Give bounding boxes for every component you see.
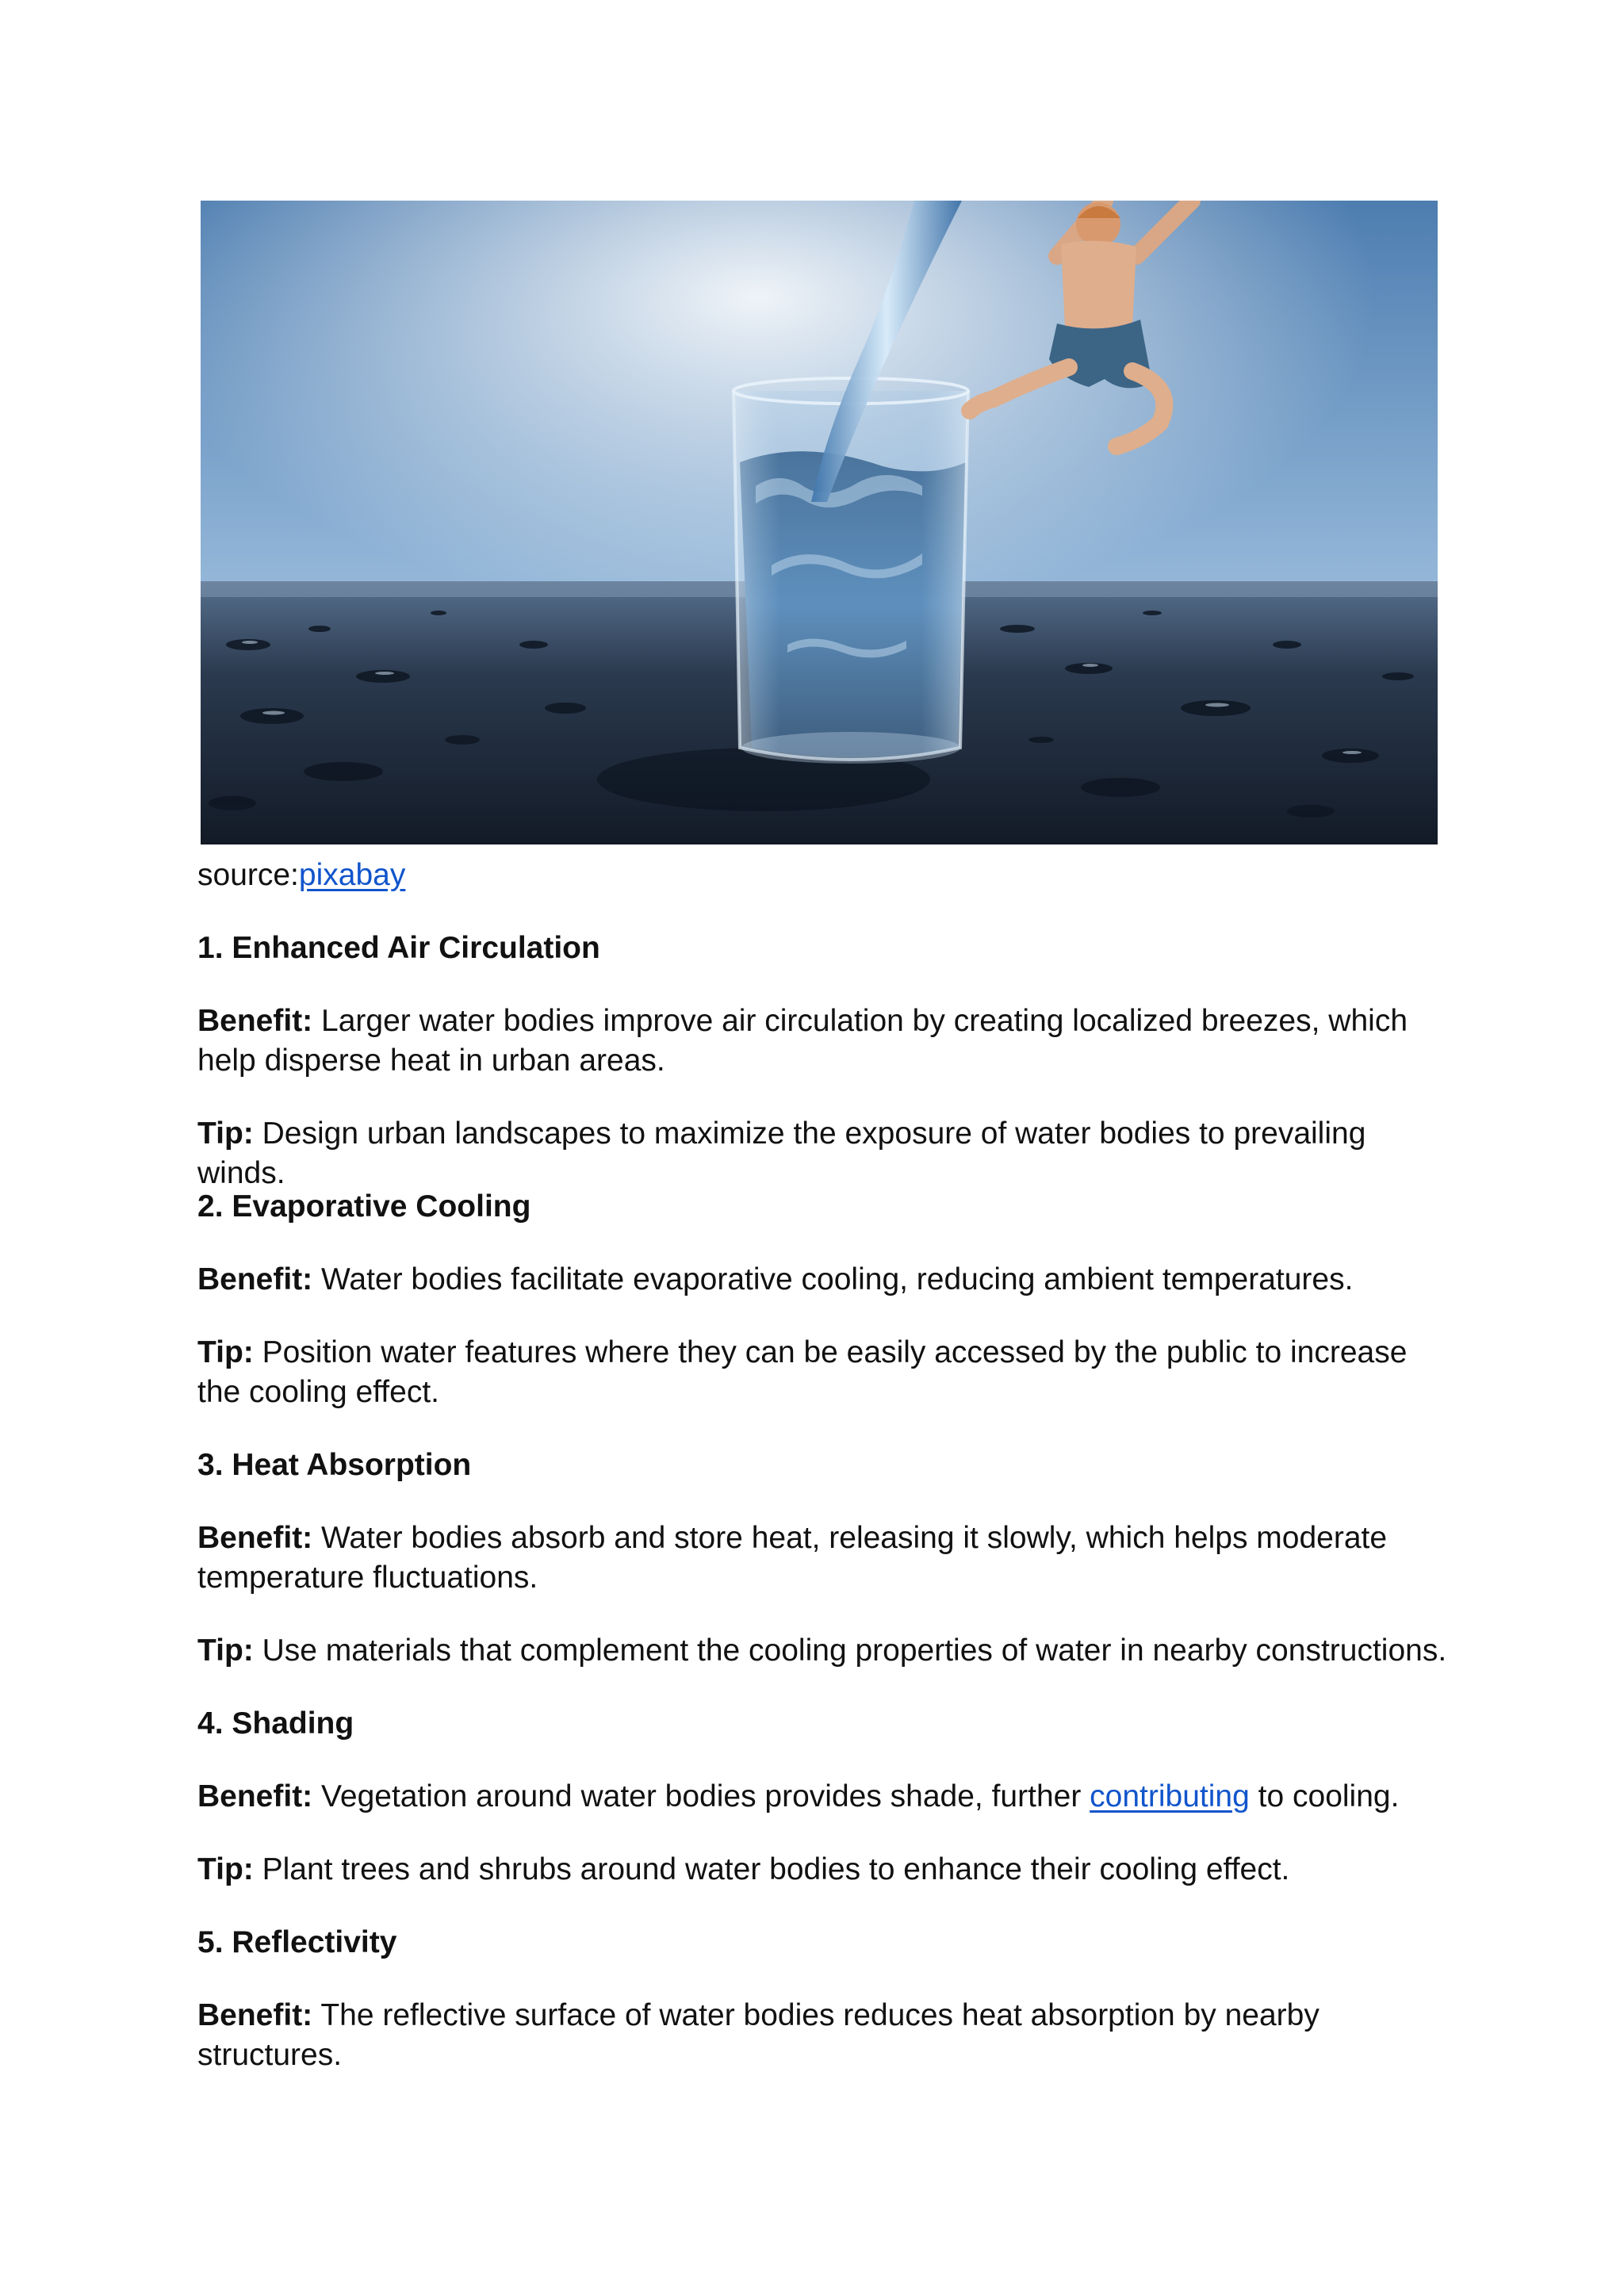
tip-text: Plant trees and shrubs around water bodies to enhance their cooling effect. bbox=[262, 1852, 1290, 1886]
benefit-paragraph bbox=[197, 1260, 1450, 1300]
contributing-link[interactable]: contributing bbox=[1090, 1779, 1250, 1813]
tip-text: Use materials that complement the cooling properties of water in nearby constructions. bbox=[262, 1633, 1447, 1668]
benefit-text: Larger water bodies improve air circulation by creating localized breezes, which help disperse heat in urban areas. bbox=[197, 1004, 1408, 1078]
benefit-label: Benefit: bbox=[197, 1004, 313, 1038]
tip-paragraph bbox=[197, 1850, 1450, 1890]
benefit-paragraph bbox=[197, 1777, 1450, 1817]
benefit-text: Water bodies facilitate evaporative cooling, reducing ambient temperatures. bbox=[321, 1262, 1354, 1296]
image-source-caption bbox=[197, 855, 405, 896]
benefit-text-before-link: Vegetation around water bodies provides shade, further bbox=[321, 1779, 1082, 1813]
benefit-paragraph bbox=[197, 1001, 1450, 1081]
benefit-text: Water bodies absorb and store heat, releasing it slowly, which helps moderate temperature fluctuations. bbox=[197, 1521, 1388, 1595]
benefit-label: Benefit: bbox=[197, 1779, 313, 1813]
section-heading-air-circulation: 1. Enhanced Air Circulation bbox=[197, 931, 600, 965]
tip-paragraph bbox=[197, 1333, 1450, 1412]
section-heading-heat-absorption: 3. Heat Absorption bbox=[197, 1448, 472, 1482]
water-glass-illustration bbox=[201, 201, 1438, 844]
benefit-label: Benefit: bbox=[197, 1998, 313, 2032]
benefit-label: Benefit: bbox=[197, 1521, 313, 1555]
benefit-text: The reflective surface of water bodies reduces heat absorption by nearby structures. bbox=[197, 1998, 1320, 2072]
tip-label: Tip: bbox=[197, 1633, 254, 1668]
benefit-label: Benefit: bbox=[197, 1262, 313, 1296]
tip-paragraph bbox=[197, 1631, 1450, 1671]
tip-text: Position water features where they can be easily accessed by the public to increase the cooling effect. bbox=[197, 1335, 1408, 1409]
hero-image bbox=[201, 201, 1438, 844]
benefit-paragraph bbox=[197, 1996, 1450, 2075]
section-heading-reflectivity: 5. Reflectivity bbox=[197, 1925, 397, 1959]
tip-label: Tip: bbox=[197, 1116, 254, 1151]
benefit-paragraph bbox=[197, 1518, 1450, 1598]
section-heading-evaporative-cooling: 2. Evaporative Cooling bbox=[197, 1189, 531, 1224]
benefit-text-after-link: to cooling. bbox=[1258, 1779, 1400, 1813]
section-heading-shading: 4. Shading bbox=[197, 1706, 354, 1741]
pixabay-link[interactable]: pixabay bbox=[298, 858, 406, 892]
caption-prefix: source: bbox=[197, 858, 299, 892]
tip-label: Tip: bbox=[197, 1852, 254, 1886]
tip-paragraph bbox=[197, 1114, 1450, 1193]
tip-label: Tip: bbox=[197, 1335, 254, 1369]
tip-text: Design urban landscapes to maximize the exposure of water bodies to prevailing winds. bbox=[197, 1116, 1366, 1190]
